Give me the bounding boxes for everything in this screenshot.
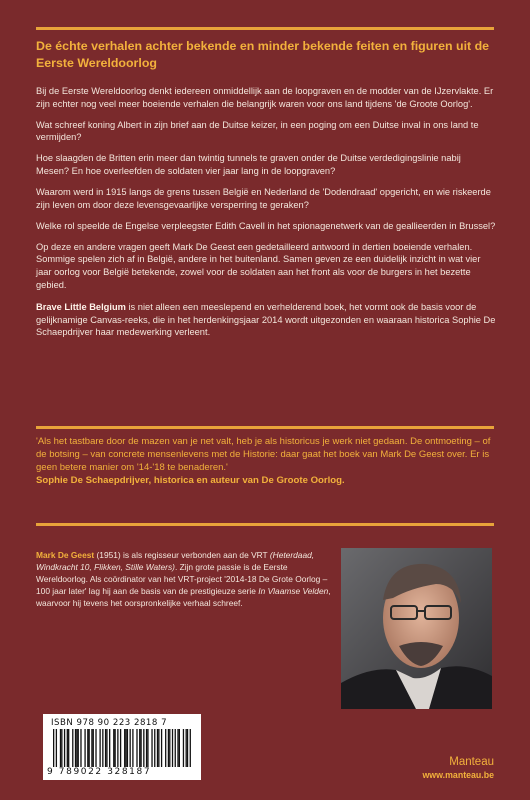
quote-bottom-rule — [36, 523, 494, 526]
barcode-box — [43, 714, 201, 780]
headline: De échte verhalen achter bekende en minder bekende feiten en figuren uit de Eerste Wereldoorlog — [36, 39, 490, 70]
ean-number: 9 789022 328187 — [47, 767, 152, 777]
paragraph-4: Waarom werd in 1915 langs de grens tussen België en Nederland de 'Dodendraad' opgericht, en wie riskeerde zijn leven om door deze levensgevaarlijke versperring te geraken? — [36, 187, 491, 210]
bio-series: In Vlaamse Velden — [258, 585, 329, 596]
quote-author: Sophie De Schaepdrijver, historica en auteur van De Groote Oorlog. — [36, 475, 345, 486]
bio-text-2: . Zijn grote passie is de Eerste Wereldoorlog. Als coördinator van het VRT-project '2014-18 De Grote Oorlog – 100 jaar later' lag hij aan de basis van de prestigieuze serie — [36, 561, 328, 596]
paragraph-2: Wat schreef koning Albert in zijn brief aan de Duitse keizer, in een poging om een Duitse inval in ons land te vermijden? — [36, 119, 479, 143]
quote-top-rule — [36, 426, 494, 429]
isbn-label: ISBN 978 90 223 2818 7 — [51, 718, 168, 728]
brave-paragraph — [36, 301, 496, 339]
paragraph-5: Welke rol speelde de Engelse verpleegster Edith Cavell in het spionagenetwerk van de geallieerden in Brussel? — [36, 220, 496, 231]
bio-text-3: , waarvoor hij tevens het oorspronkelijke verhaal schreef. — [36, 585, 331, 608]
author-photo — [341, 548, 492, 709]
publisher-name: Manteau — [449, 756, 494, 768]
bio-text-1: (1951) is als regisseur verbonden aan de VRT — [94, 550, 270, 560]
body-text — [36, 85, 496, 348]
brave-text: is niet alleen een meeslepend en verhelderend boek, het vormt ook de basis voor de gelijknamige Canvas-reeks, die in het herdenkingsjaar 2014 wordt uitgezonden en waaraan historica Sophie De Schaepdrijver haar medewerking verleent. — [36, 302, 496, 338]
publisher-url[interactable]: www.manteau.be — [422, 770, 494, 780]
author-name: Mark De Geest — [36, 550, 95, 560]
barcode-icon — [53, 729, 191, 767]
publisher — [422, 756, 494, 780]
review-quote: 'Als het tastbare door de mazen van je net valt, heb je als historicus je werk niet gedaan. De ontmoeting – of de botsing – van concrete mensenlevens met de Historie: daar gaat het boek van Mark De Geest over. Er is geen betere manier om '14-'18 te benaderen.' — [36, 436, 491, 473]
paragraph-1: Bij de Eerste Wereldoorlog denkt iedereen onmiddellijk aan de loopgraven en de modder van de IJzervlakte. Er zijn echter nog veel meer boeiende verhalen die belangrijk waren voor ons land tijdens 'de Groote Oorlog'. — [36, 86, 494, 109]
bio-works: (Heterdaad, Windkracht 10, Flikken, Stille Waters) — [36, 550, 315, 572]
paragraph-3: Hoe slaagden de Britten erin meer dan twintig tunnels te graven onder de Duitse verdedigingslinie nabij Mesen? En hoe overleefden de soldaten vier jaar lang in de loopgraven? — [36, 153, 461, 176]
paragraph-6: Op deze en andere vragen geeft Mark De Geest een gedetailleerd antwoord in dertien boeiende verhalen. Sommige spelen zich af in België, andere in het buitenland. Samen geven ze een duidelijk inzicht in wat vier jaar oorlog voor België betekende, zowel voor de soldaten aan het front als voor de burgers in het bezette gebied. — [36, 241, 481, 290]
top-rule — [36, 27, 494, 30]
book-title: Brave Little Belgium — [36, 302, 126, 313]
author-bio — [36, 550, 332, 610]
